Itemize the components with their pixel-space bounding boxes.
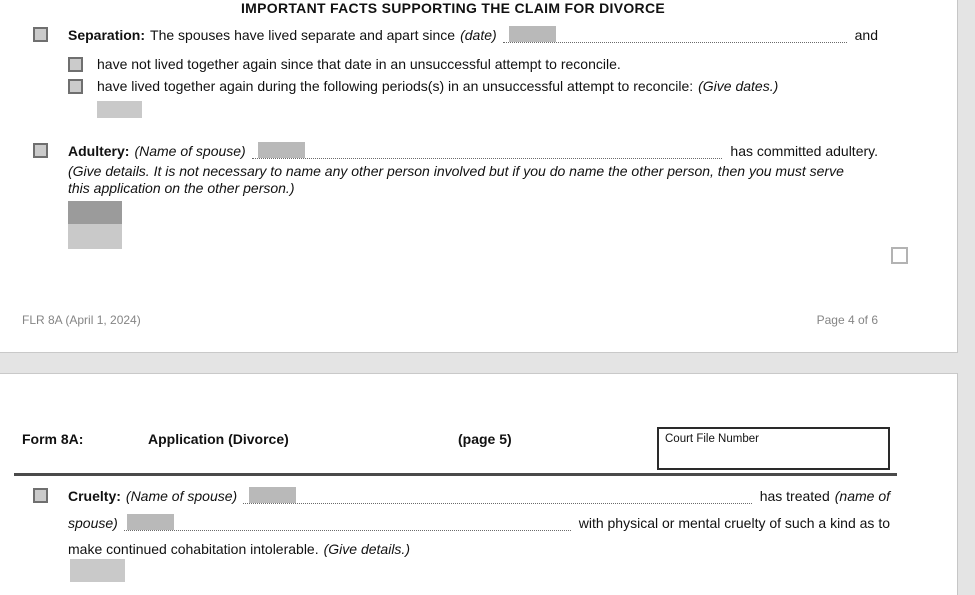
no-reconcile-option: have not lived together again since that date in an unsuccessful attempt to reconcile.: [97, 56, 621, 72]
page-title: IMPORTANT FACTS SUPPORTING THE CLAIM FOR DIVORCE: [240, 0, 666, 16]
cruelty-label: Cruelty:: [68, 488, 121, 504]
cruelty-treated-text: has treated: [759, 488, 830, 504]
reconcile-periods-checkbox[interactable]: [68, 79, 83, 94]
cruelty-name-of-hint: (name of: [834, 488, 890, 504]
unchecked-checkbox[interactable]: [891, 247, 908, 264]
court-file-number-box[interactable]: [657, 427, 890, 470]
cruelty-spouse-name-field-highlight[interactable]: [249, 487, 296, 503]
separation-checkbox[interactable]: [33, 27, 48, 42]
cruelty-checkbox[interactable]: [33, 488, 48, 503]
court-file-number-label: Court File Number: [665, 433, 759, 445]
reconcile-periods-option: have lived together again during the following periods(s) in an unsuccessful attempt to reconcile: (Give dates.): [97, 78, 779, 94]
form-title: Application (Divorce): [148, 431, 289, 447]
separation-date-field-highlight[interactable]: [509, 26, 556, 42]
cruelty-spouse-name2-field[interactable]: [124, 514, 571, 531]
adultery-line: [68, 142, 878, 160]
page-number-label: (page 5): [458, 431, 512, 447]
spouse-name-hint: (Name of spouse): [134, 143, 246, 159]
adultery-spouse-name-field-highlight[interactable]: [258, 142, 305, 158]
cruelty-line1: [68, 487, 890, 505]
separation-suffix: and: [854, 27, 878, 43]
adultery-suffix: has committed adultery.: [730, 143, 878, 159]
adultery-details-instruction-line1: (Give details. It is not necessary to name any other person involved but if you do name the other person, then you must serve: [68, 163, 844, 179]
adultery-details-entry-dark[interactable]: [68, 201, 122, 224]
separation-label: Separation:: [68, 27, 146, 43]
cruelty-spouse-hint2: spouse): [68, 515, 118, 531]
separation-line: [68, 26, 878, 44]
cruelty-spouse-name-hint: (Name of spouse): [125, 488, 238, 504]
adultery-details-entry-light[interactable]: [68, 224, 122, 249]
cruelty-spouse-name-field[interactable]: [243, 487, 752, 504]
separation-text: The spouses have lived separate and apart since: [150, 27, 456, 43]
separation-date-field[interactable]: [503, 26, 847, 43]
header-divider: [14, 473, 897, 476]
form-page-5: [0, 373, 958, 595]
cruelty-line2: [68, 514, 890, 532]
page-gap: [0, 353, 975, 373]
date-hint: (date): [460, 27, 497, 43]
footer-page-indicator: Page 4 of 6: [816, 313, 878, 327]
no-reconcile-checkbox[interactable]: [68, 57, 83, 72]
give-dates-hint: (Give dates.): [698, 78, 779, 94]
reconcile-dates-field-highlight[interactable]: [97, 101, 142, 118]
cruelty-spouse-name2-field-highlight[interactable]: [127, 514, 174, 530]
adultery-details-instruction-line2: this application on the other person.): [68, 180, 295, 196]
adultery-checkbox[interactable]: [33, 143, 48, 158]
adultery-label: Adultery:: [68, 143, 130, 159]
cruelty-line3: make continued cohabitation intolerable. (Give details.): [68, 541, 410, 557]
give-details-hint: (Give details.): [323, 541, 410, 557]
cruelty-line2-text: with physical or mental cruelty of such a kind as to: [578, 515, 890, 531]
adultery-spouse-name-field[interactable]: [252, 142, 723, 159]
form-number-label: Form 8A:: [22, 431, 84, 447]
footer-form-id: FLR 8A (April 1, 2024): [22, 313, 141, 327]
cruelty-details-entry[interactable]: [70, 559, 125, 582]
